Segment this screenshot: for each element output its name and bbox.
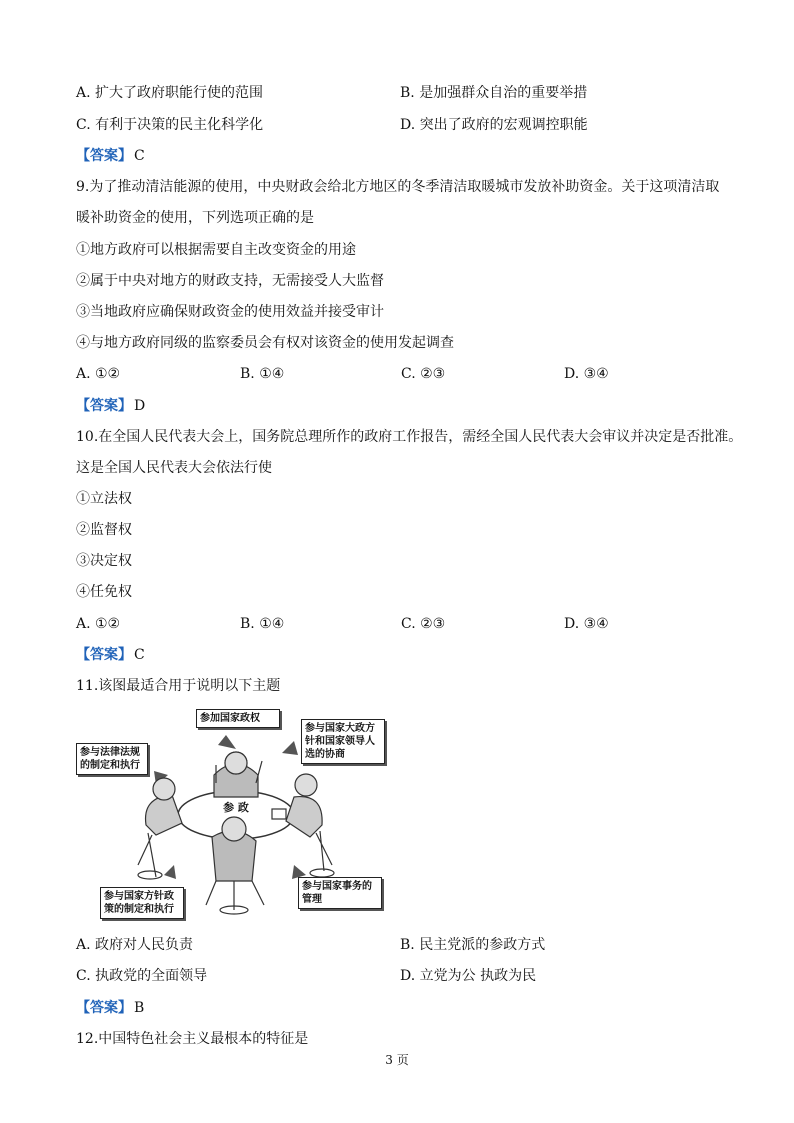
q9-answer bbox=[76, 396, 145, 416]
q9-option-b: B. ①④ bbox=[240, 366, 285, 382]
q11-stem: 11.该图最适合用于说明以下主题 bbox=[76, 678, 281, 694]
page-number: 3 页 bbox=[385, 1053, 409, 1067]
q10-item-1: ①立法权 bbox=[76, 491, 132, 507]
label-bottom-left: 参与国家方针政策的制定和执行 bbox=[100, 887, 184, 919]
q10-item-4: ④任免权 bbox=[76, 584, 132, 600]
label-left: 参与法律法规的制定和执行 bbox=[76, 743, 148, 775]
q10-answer bbox=[76, 645, 145, 665]
label-top: 参加国家政权 bbox=[196, 709, 280, 728]
person-top bbox=[214, 752, 262, 797]
q10-option-d: D. ③④ bbox=[564, 616, 609, 632]
q9-item-1: ①地方政府可以根据需要自主改变资金的用途 bbox=[76, 242, 356, 258]
answer-tag: 【答案】 bbox=[76, 647, 132, 663]
q10-stem-line2: 这是全国人民代表大会依法行使 bbox=[76, 460, 272, 476]
answer-tag: 【答案】 bbox=[76, 148, 132, 164]
answer-value: D bbox=[134, 398, 146, 414]
q11-answer bbox=[76, 998, 144, 1018]
label-bottom-right: 参与国家事务的管理 bbox=[298, 877, 382, 909]
q9-item-2: ②属于中央对地方的财政支持，无需接受人大监督 bbox=[76, 273, 384, 289]
q8-answer bbox=[76, 146, 145, 166]
q11-option-b: B. 民主党派的参政方式 bbox=[400, 937, 546, 953]
q9-option-d: D. ③④ bbox=[564, 366, 609, 382]
q10-option-b: B. ①④ bbox=[240, 616, 285, 632]
q9-option-a: A. ①② bbox=[76, 366, 121, 382]
person-left bbox=[138, 778, 182, 879]
q9-item-4: ④与地方政府同级的监察委员会有权对该资金的使用发起调查 bbox=[76, 335, 454, 351]
answer-value: B bbox=[134, 1000, 145, 1016]
q11-option-d: D. 立党为公 执政为民 bbox=[400, 968, 537, 984]
q12-stem: 12.中国特色社会主义最根本的特征是 bbox=[76, 1031, 309, 1047]
figure-center-label: 参 政 bbox=[223, 801, 249, 814]
q10-option-a: A. ①② bbox=[76, 616, 121, 632]
answer-tag: 【答案】 bbox=[76, 1000, 132, 1016]
answer-tag: 【答案】 bbox=[76, 398, 132, 414]
q8-option-b: B. 是加强群众自治的重要举措 bbox=[400, 85, 588, 101]
q9-item-3: ③当地政府应确保财政资金的使用效益并接受审计 bbox=[76, 304, 384, 320]
q9-option-c: C. ②③ bbox=[401, 366, 446, 382]
answer-value: C bbox=[134, 647, 145, 663]
q9-stem-line2: 暖补助资金的使用，下列选项正确的是 bbox=[76, 210, 314, 226]
q8-option-a: A. 扩大了政府职能行使的范围 bbox=[76, 85, 264, 101]
q9-stem-line1: 9.为了推动清洁能源的使用，中央财政会给北方地区的冬季清洁取暖城市发放补助资金。关于这项清洁取 bbox=[76, 179, 720, 195]
q10-item-3: ③决定权 bbox=[76, 553, 132, 569]
label-top-right: 参与国家大政方针和国家领导人选的协商 bbox=[301, 719, 385, 764]
q8-option-d: D. 突出了政府的宏观调控职能 bbox=[400, 117, 588, 133]
q8-option-c: C. 有利于决策的民主化科学化 bbox=[76, 117, 264, 133]
q10-item-2: ②监督权 bbox=[76, 522, 132, 538]
answer-value: C bbox=[134, 148, 145, 164]
q10-option-c: C. ②③ bbox=[401, 616, 446, 632]
q11-figure bbox=[76, 705, 386, 920]
q11-option-a: A. 政府对人民负责 bbox=[76, 937, 194, 953]
q10-stem-line1: 10.在全国人民代表大会上，国务院总理所作的政府工作报告，需经全国人民代表大会审议并决定是否批准。 bbox=[76, 429, 743, 445]
q11-option-c: C. 执政党的全面领导 bbox=[76, 968, 208, 984]
